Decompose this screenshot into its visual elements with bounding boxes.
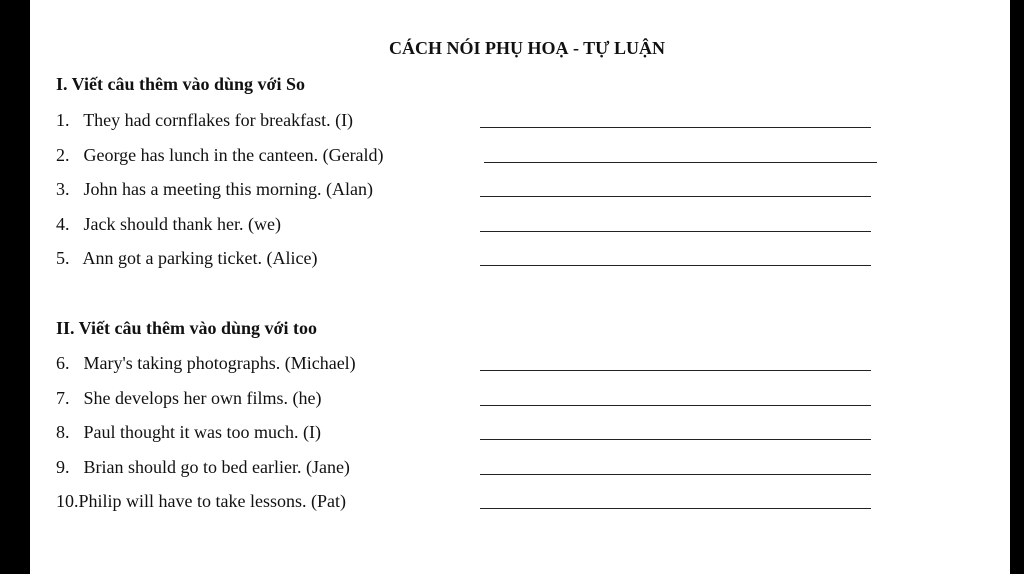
item-number: 1. (56, 110, 70, 130)
item-sentence: Jack should thank her. (we) (83, 214, 281, 234)
exercise-item-2 (56, 145, 384, 166)
item-sentence: They had cornflakes for breakfast. (I) (83, 110, 354, 130)
exercise-item-7 (56, 388, 321, 409)
section-1-heading: I. Viết câu thêm vào dùng với So (56, 74, 305, 94)
answer-line-4[interactable] (480, 231, 871, 232)
answer-line-5[interactable] (480, 265, 871, 266)
exercise-item-4 (56, 214, 281, 235)
exercise-item-1 (56, 110, 353, 131)
section-2-heading: II. Viết câu thêm vào dùng với too (56, 318, 317, 338)
item-sentence: Ann got a parking ticket. (Alice) (82, 248, 318, 268)
item-sentence: Mary's taking photographs. (Michael) (83, 353, 356, 373)
exercise-item-6 (56, 353, 356, 374)
exercise-item-5 (56, 248, 317, 269)
item-number: 6. (56, 353, 70, 373)
exercise-item-9 (56, 457, 350, 478)
item-sentence: Paul thought it was too much. (I) (83, 422, 321, 442)
answer-line-9[interactable] (480, 474, 871, 475)
answer-line-2[interactable] (484, 162, 877, 163)
item-number: 9. (56, 457, 70, 477)
item-number: 7. (56, 388, 70, 408)
item-sentence: George has lunch in the canteen. (Gerald) (83, 145, 384, 165)
exercise-item-8 (56, 422, 321, 443)
worksheet-title: CÁCH NÓI PHỤ HOẠ - TỰ LUẬN (388, 38, 665, 58)
item-number: 8. (56, 422, 70, 442)
answer-line-6[interactable] (480, 370, 871, 371)
item-sentence: John has a meeting this morning. (Alan) (83, 179, 373, 199)
item-sentence: She develops her own films. (he) (83, 388, 322, 408)
item-number: 10. (56, 491, 79, 511)
item-number: 3. (56, 179, 70, 199)
item-number: 2. (56, 145, 70, 165)
answer-line-10[interactable] (480, 508, 871, 509)
worksheet-page (30, 0, 1010, 574)
answer-line-3[interactable] (480, 196, 871, 197)
item-number: 4. (56, 214, 70, 234)
answer-line-1[interactable] (480, 127, 871, 128)
answer-line-7[interactable] (480, 405, 871, 406)
item-number: 5. (56, 248, 70, 268)
item-sentence: Brian should go to bed earlier. (Jane) (83, 457, 350, 477)
exercise-item-3 (56, 179, 373, 200)
item-sentence: Philip will have to take lessons. (Pat) (78, 491, 346, 511)
answer-line-8[interactable] (480, 439, 871, 440)
exercise-item-10 (56, 491, 346, 512)
